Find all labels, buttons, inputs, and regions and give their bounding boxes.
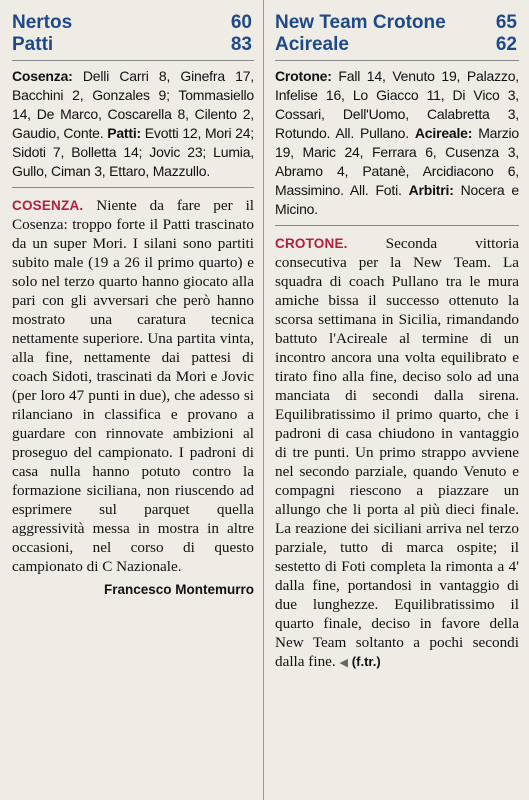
team-label: Crotone: — [275, 68, 332, 84]
article-right — [275, 234, 519, 673]
team-name: Patti — [12, 34, 54, 55]
author-byline: Francesco Montemurro — [103, 582, 254, 597]
player-list: Marzio 19, Maric 24, Ferrara 6, Cusenza 3, Abramo 4, Patanè, Arcidiacono 6, Massimino. All. Foti. — [275, 125, 519, 198]
lineups-right — [275, 67, 519, 226]
scoreboard-right — [275, 12, 519, 61]
team-label: Patti: — [107, 125, 142, 141]
scoreboard-left — [12, 12, 254, 61]
end-triangle-icon: ◀ — [339, 657, 348, 669]
player-list: Evotti 12, Mori 24; Sidoti 7, Bolletta 14; Jovic 23; Lumia, Gullo, Ciman 3, Ettaro, Mazzullo. — [12, 125, 254, 179]
left-column — [0, 0, 264, 800]
team-points: 62 — [495, 34, 517, 55]
team-points: 83 — [230, 34, 252, 55]
lineups-left — [12, 67, 254, 188]
team-label: Cosenza: — [12, 68, 73, 84]
article-left — [12, 196, 254, 576]
score-row-away — [275, 34, 519, 56]
team-label: Acireale: — [414, 125, 473, 141]
score-row-home — [275, 12, 519, 34]
team-name: Acireale — [275, 34, 349, 55]
article-kicker: CROTONE. — [275, 236, 348, 251]
article-body: Niente da fare per il Cosenza: troppo forte il Patti trascinato da un super Mori. I silani sono partiti subito male (19 a 26 il primo quarto) e solo nel terzo quarto hanno giocato alla pari con gli avversari che però hanno mostrato una caratura tecnica nettamente superiore. Una partita vinta, alla fine, nettamente dai pattesi di coach Sidoti, trascinati da Mori e Jovic (per loro 47 punti in due), che adesso si rilanciano in classifica e provano a guardare con rinnovate ambizioni al proseguo del campionato. I padroni di casa nulla hanno potuto contro la formazione siciliana, non riuscendo ad esprimere sul parquet quella aggressività messa in mostra in altre occasioni, nel corso di questo campionato di C Nazionale. — [12, 197, 255, 575]
team-points: 60 — [230, 12, 252, 33]
right-column — [265, 0, 529, 800]
article-body: Seconda vittoria consecutiva per la New Team. La squadra di coach Pullano tra le mura amiche bissa il successo ottenuto la scorsa settimana in Sicilia, rimandando battuto l'Acireale al termine di un incontro ancora una volta equilibrato e tirato fino alla fine, deciso solo ad una manciata di secondi dalla sirena. Equilibratissimo il primo quarto, che i padroni di casa chiudono in vantaggio di tre punti. Un primo strappo avviene nel secondo parziale, quando Venuto e compagni riescono a piazzare un allungo che li porta al più dieci finale. La reazione dei siciliani arriva nel terzo parziale, tutto di marca ospite; il sestetto di Foti completa la rimonta a 4' dalla fine, portandosi in vantaggio di due lunghezze. Equilibratissimo il quarto finale, deciso in favore della New Team soltanto a pochi secondi dalla fine. — [275, 235, 519, 670]
player-list: Fall 14, Venuto 19, Palazzo, Infelise 16, Lo Giacco 11, Di Vico 3, Cossari, Dell'Uomo, Calabretta 3, Rotundo. All. Pullano. — [275, 68, 519, 141]
referees: Nocera e Micino. — [275, 182, 519, 217]
author-signature: (f.tr.) — [351, 654, 381, 669]
score-row-away — [12, 34, 254, 56]
player-list: Delli Carri 8, Ginefra 17, Bacchini 2, Gonzales 9; Tommasiello 14, De Marco, Coscarella 8, Cilento 2, Gaudio, Conte. — [12, 68, 254, 141]
score-row-home — [12, 12, 254, 34]
article-kicker: COSENZA. — [12, 198, 84, 213]
team-points: 65 — [495, 12, 517, 33]
team-name: Nertos — [12, 12, 73, 33]
team-name: New Team Crotone — [275, 12, 446, 33]
referees-label: Arbitri: — [408, 182, 454, 198]
